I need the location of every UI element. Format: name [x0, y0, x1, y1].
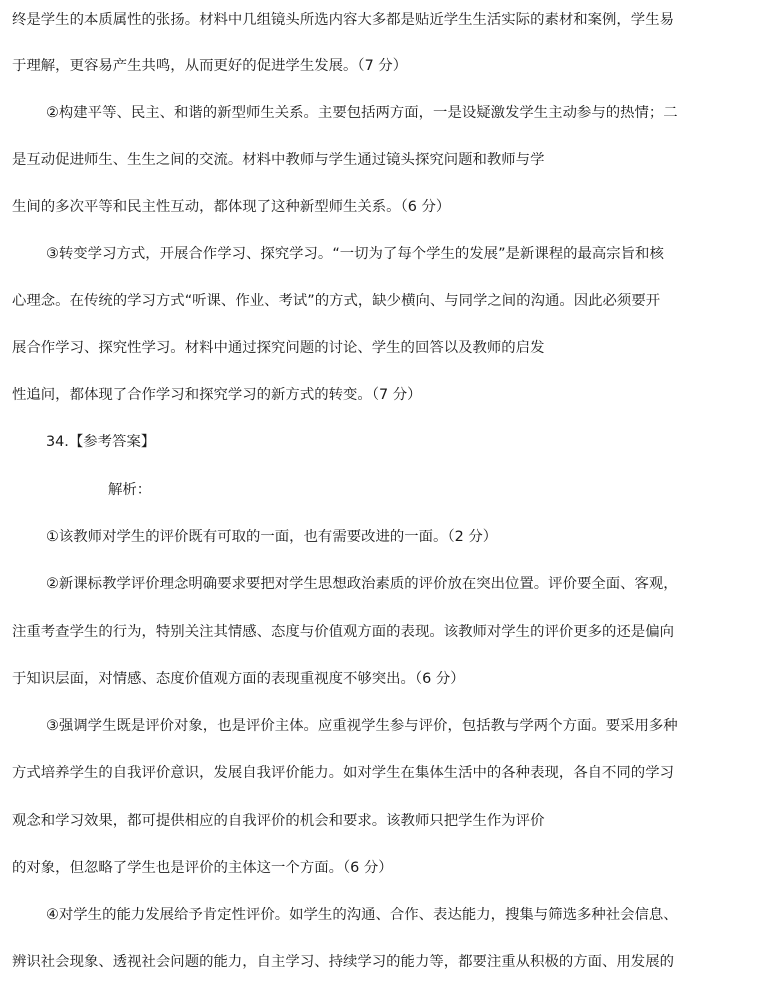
- text-line-21: 辨识社会现象、透视社会问题的能力，自主学习、持续学习的能力等，都要注重从积极的方面、用发展的: [12, 954, 674, 970]
- text-line-8: 展合作学习、探究性学习。材料中通过探究问题的讨论、学生的回答以及教师的启发: [12, 340, 545, 356]
- text-line-16: ③强调学生既是评价对象，也是评价主体。应重视学生参与评价，包括教与学两个方面。要采用多种: [46, 718, 678, 734]
- text-line-1: 终是学生的本质属性的张扬。材料中几组镜头所选内容大多都是贴近学生生活实际的素材和案例，学生易: [12, 12, 674, 28]
- text-line-2: 于理解，更容易产生共鸣，从而更好的促进学生发展。（7 分）: [12, 58, 408, 74]
- text-line-17: 方式培养学生的自我评价意识，发展自我评价能力。如对学生在集体生活中的各种表现，各自不同的学习: [12, 765, 674, 781]
- text-line-7: 心理念。在传统的学习方式“听课、作业、考试”的方式，缺少横向、与同学之间的沟通。因此必须要开: [12, 293, 661, 309]
- text-line-13: ②新课标教学评价理念明确要求要把对学生思想政治素质的评价放在突出位置。评价要全面、客观，: [46, 576, 678, 592]
- text-line-9: 性追问，都体现了合作学习和探究学习的新方式的转变。（7 分）: [12, 387, 422, 403]
- question-number: 34.【参考答案】: [46, 434, 156, 450]
- text-line-18: 观念和学习效果，都可提供相应的自我评价的机会和要求。该教师只把学生作为评价: [12, 813, 545, 829]
- text-line-5: 生间的多次平等和民主性互动，都体现了这种新型师生关系。（6 分）: [12, 199, 451, 215]
- text-line-14: 注重考查学生的行为，特别关注其情感、态度与价值观方面的表现。该教师对学生的评价更多的还是偏向: [12, 624, 674, 640]
- text-line-15: 于知识层面，对情感、态度价值观方面的表现重视度不够突出。（6 分）: [12, 671, 465, 687]
- text-line-6: ③转变学习方式，开展合作学习、探究学习。“一切为了每个学生的发展”是新课程的最高宗旨和核: [46, 246, 664, 262]
- analysis-label: 解析：: [108, 482, 152, 498]
- text-line-3: ②构建平等、民主、和谐的新型师生关系。主要包括两方面，一是设疑激发学生主动参与的热情；二: [46, 105, 678, 121]
- text-line-19: 的对象，但忽略了学生也是评价的主体这一个方面。（6 分）: [12, 860, 393, 876]
- text-line-12: ①该教师对学生的评价既有可取的一面，也有需要改进的一面。（2 分）: [46, 529, 498, 545]
- text-line-20: ④对学生的能力发展给予肯定性评价。如学生的沟通、合作、表达能力，搜集与筛选多种社会信息、: [46, 907, 678, 923]
- text-line-4: 是互动促进师生、生生之间的交流。材料中教师与学生通过镜头探究问题和教师与学: [12, 152, 545, 168]
